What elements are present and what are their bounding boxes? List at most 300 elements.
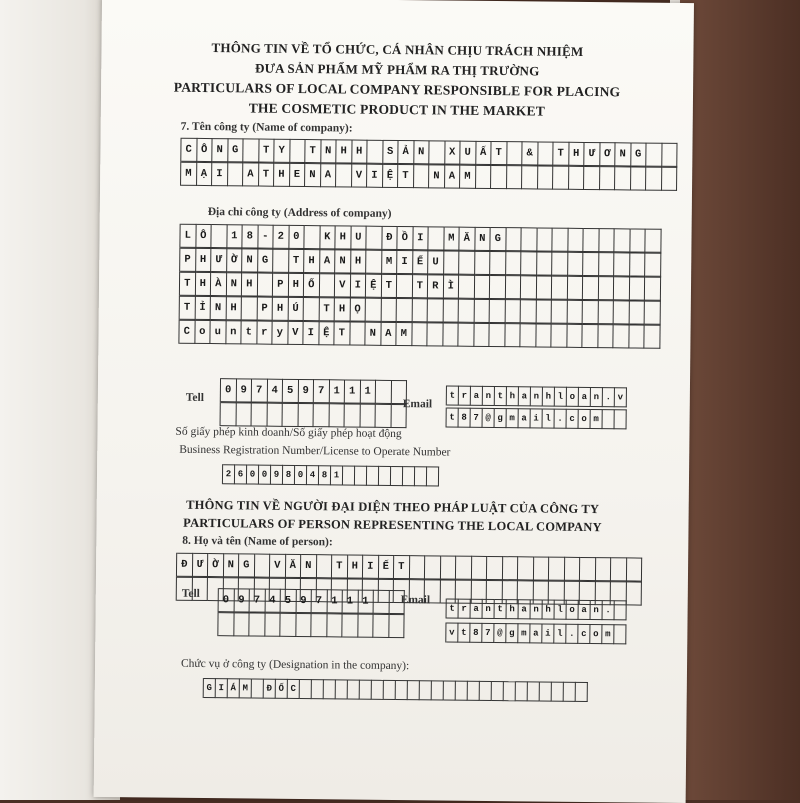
char-box: Ố bbox=[304, 273, 320, 297]
char-box: t bbox=[458, 623, 470, 643]
char-box: o bbox=[567, 600, 579, 620]
char-box bbox=[583, 300, 599, 324]
char-box: a bbox=[519, 408, 531, 428]
company-name-label: 7. Tên công ty (Name of company): bbox=[180, 120, 353, 135]
char-box bbox=[345, 403, 361, 427]
char-box: T bbox=[394, 555, 410, 579]
char-box: 9 bbox=[236, 378, 252, 402]
char-box: H bbox=[335, 297, 351, 321]
license-label-en: Business Registration Number/License to Operate Number bbox=[179, 443, 451, 459]
char-box bbox=[567, 300, 583, 324]
char-box bbox=[662, 143, 678, 167]
char-box bbox=[342, 613, 358, 637]
char-box: N bbox=[211, 296, 227, 320]
char-box: T bbox=[180, 272, 196, 296]
char-box bbox=[502, 556, 518, 580]
char-box: 9 bbox=[234, 588, 250, 612]
char-box: t bbox=[495, 599, 507, 619]
char-box bbox=[549, 557, 565, 581]
char-box: K bbox=[320, 225, 336, 249]
char-box bbox=[474, 299, 490, 323]
char-box bbox=[490, 275, 506, 299]
char-box bbox=[615, 166, 631, 190]
char-box: C bbox=[288, 679, 300, 699]
char-box bbox=[646, 143, 662, 167]
char-box bbox=[584, 166, 600, 190]
char-box: M bbox=[240, 678, 252, 698]
char-box: N bbox=[212, 138, 228, 162]
representative-email-label: Email bbox=[400, 594, 431, 607]
char-box bbox=[536, 323, 552, 347]
char-box: U bbox=[351, 226, 367, 250]
char-box bbox=[336, 163, 352, 187]
char-box: m bbox=[518, 623, 530, 643]
char-box bbox=[376, 380, 392, 404]
char-box bbox=[568, 228, 584, 252]
char-box bbox=[603, 409, 615, 429]
char-box bbox=[629, 276, 645, 300]
char-box bbox=[360, 404, 376, 428]
char-box bbox=[350, 322, 366, 346]
char-box: 4 bbox=[265, 589, 281, 613]
char-box bbox=[267, 403, 283, 427]
header-line-3: PARTICULARS OF LOCAL COMPANY RESPONSIBLE FOR PLACING bbox=[173, 79, 621, 100]
char-box bbox=[662, 167, 678, 191]
char-box bbox=[374, 590, 390, 614]
designation-label: Chức vụ ở công ty (Designation in the company): bbox=[180, 657, 410, 673]
company-email-label: Email bbox=[402, 398, 433, 411]
char-box: I bbox=[367, 164, 383, 188]
char-box: H bbox=[352, 140, 368, 164]
char-box bbox=[599, 252, 615, 276]
char-box: H bbox=[351, 250, 367, 274]
char-box: Đ bbox=[177, 553, 193, 577]
char-box: . bbox=[566, 624, 578, 644]
char-box bbox=[645, 253, 661, 277]
char-box: T bbox=[398, 164, 414, 188]
char-box: t bbox=[241, 320, 257, 344]
char-box bbox=[583, 228, 599, 252]
char-box: N bbox=[226, 272, 242, 296]
char-box bbox=[408, 680, 420, 700]
char-box bbox=[396, 680, 408, 700]
company-tel-grid bbox=[220, 378, 407, 404]
char-box: T bbox=[553, 142, 569, 166]
char-box bbox=[528, 681, 540, 701]
char-box: N bbox=[305, 163, 321, 187]
char-box bbox=[645, 277, 661, 301]
char-box bbox=[551, 324, 567, 348]
char-box: 0 bbox=[221, 378, 237, 402]
char-box bbox=[428, 298, 444, 322]
char-box: 8 bbox=[470, 623, 482, 643]
char-box bbox=[480, 681, 492, 701]
char-box bbox=[568, 252, 584, 276]
char-box: c bbox=[578, 624, 590, 644]
char-box bbox=[257, 273, 273, 297]
char-box bbox=[614, 228, 630, 252]
char-box: V bbox=[270, 554, 286, 578]
char-box bbox=[379, 466, 391, 486]
form-sheet bbox=[94, 0, 694, 803]
char-box: R bbox=[428, 274, 444, 298]
char-box: Ư bbox=[192, 553, 208, 577]
char-box: P bbox=[180, 248, 196, 272]
char-box bbox=[459, 299, 475, 323]
char-box: 2 bbox=[273, 225, 289, 249]
char-box bbox=[567, 324, 583, 348]
char-box bbox=[329, 403, 345, 427]
char-box bbox=[521, 299, 537, 323]
char-box bbox=[540, 682, 552, 702]
char-box bbox=[614, 624, 626, 644]
char-box: h bbox=[543, 600, 555, 620]
char-box: Ă bbox=[459, 227, 475, 251]
char-box bbox=[443, 322, 459, 346]
char-box bbox=[626, 557, 642, 581]
char-box: 1 bbox=[329, 379, 345, 403]
char-box bbox=[521, 251, 537, 275]
char-box bbox=[631, 166, 647, 190]
char-box bbox=[518, 556, 534, 580]
char-box: y bbox=[272, 321, 288, 345]
char-box: A bbox=[321, 163, 337, 187]
char-box: N bbox=[335, 249, 351, 273]
char-box: & bbox=[522, 141, 538, 165]
char-box bbox=[582, 324, 598, 348]
char-box: 5 bbox=[281, 589, 297, 613]
license-number-grid bbox=[222, 464, 439, 486]
char-box bbox=[533, 556, 549, 580]
char-box bbox=[645, 301, 661, 325]
char-box: I bbox=[212, 162, 228, 186]
char-box bbox=[552, 252, 568, 276]
char-box: 7 bbox=[252, 378, 268, 402]
char-box bbox=[298, 403, 314, 427]
char-box bbox=[415, 466, 427, 486]
char-box bbox=[645, 229, 661, 253]
char-box: m bbox=[602, 624, 614, 644]
char-box: H bbox=[288, 273, 304, 297]
char-box: Ả bbox=[398, 140, 414, 164]
char-box: N bbox=[414, 140, 430, 164]
char-box: N bbox=[321, 139, 337, 163]
char-box bbox=[425, 555, 441, 579]
char-box bbox=[507, 141, 523, 165]
char-box: @ bbox=[483, 408, 495, 428]
char-box bbox=[273, 249, 289, 273]
char-box: 7 bbox=[250, 588, 266, 612]
char-box: Ư bbox=[211, 248, 227, 272]
char-box bbox=[458, 323, 474, 347]
char-box: a bbox=[519, 599, 531, 619]
representative-email-row-1 bbox=[446, 599, 627, 621]
char-box: 7 bbox=[471, 408, 483, 428]
char-box: T bbox=[332, 554, 348, 578]
char-box bbox=[459, 275, 475, 299]
char-box bbox=[311, 613, 327, 637]
license-label-vn: Số giấy phép kinh doanh/Số giấy phép hoạt động bbox=[175, 425, 402, 441]
char-box: Á bbox=[228, 678, 240, 698]
char-box: 8 bbox=[319, 465, 331, 485]
char-box: o bbox=[195, 320, 211, 344]
header-line-4: THE COSMETIC PRODUCT IN THE MARKET bbox=[248, 100, 546, 119]
char-box: M bbox=[396, 322, 412, 346]
char-box bbox=[646, 167, 662, 191]
char-box bbox=[614, 252, 630, 276]
char-box bbox=[552, 276, 568, 300]
char-box: T bbox=[180, 296, 196, 320]
char-box: M bbox=[460, 165, 476, 189]
char-box: G bbox=[631, 142, 647, 166]
char-box bbox=[475, 251, 491, 275]
char-box: T bbox=[305, 139, 321, 163]
char-box: I bbox=[397, 250, 413, 274]
char-box: v bbox=[615, 387, 627, 407]
char-box bbox=[629, 324, 645, 348]
char-box: n bbox=[483, 386, 495, 406]
char-box bbox=[598, 276, 614, 300]
char-box: 1 bbox=[360, 380, 376, 404]
char-box bbox=[564, 557, 580, 581]
char-box: Ồ bbox=[397, 226, 413, 250]
designation-grid bbox=[203, 678, 588, 702]
char-box: T bbox=[491, 141, 507, 165]
char-box: P bbox=[257, 297, 273, 321]
char-box bbox=[506, 251, 522, 275]
char-box: @ bbox=[494, 623, 506, 643]
char-box: Ơ bbox=[600, 142, 616, 166]
char-box bbox=[221, 402, 237, 426]
char-box bbox=[236, 402, 252, 426]
char-box: 8 bbox=[459, 408, 471, 428]
char-box: Ỉ bbox=[195, 296, 211, 320]
char-box: t bbox=[447, 408, 459, 428]
company-tel-grid-2 bbox=[220, 402, 407, 428]
char-box: Ô bbox=[197, 138, 213, 162]
char-box: N bbox=[223, 553, 239, 577]
char-box bbox=[471, 556, 487, 580]
char-box bbox=[412, 322, 428, 346]
char-box: n bbox=[591, 600, 603, 620]
char-box bbox=[456, 681, 468, 701]
char-box: Ô bbox=[196, 224, 212, 248]
char-box: 7 bbox=[314, 379, 330, 403]
char-box: 1 bbox=[345, 379, 361, 403]
char-box: 0 bbox=[295, 465, 307, 485]
char-box bbox=[252, 402, 268, 426]
char-box: X bbox=[445, 141, 461, 165]
char-box bbox=[505, 323, 521, 347]
char-box: o bbox=[579, 409, 591, 429]
char-box bbox=[491, 165, 507, 189]
representative-tel-grid-2 bbox=[217, 612, 404, 638]
char-box: N bbox=[301, 554, 317, 578]
char-box: V bbox=[288, 321, 304, 345]
char-box: M bbox=[382, 250, 398, 274]
char-box bbox=[598, 300, 614, 324]
char-box bbox=[391, 466, 403, 486]
char-box bbox=[630, 252, 646, 276]
char-box: Y bbox=[274, 139, 290, 163]
char-box bbox=[242, 296, 258, 320]
address-row-5 bbox=[178, 320, 660, 349]
char-box bbox=[234, 612, 250, 636]
char-box: o bbox=[590, 624, 602, 644]
char-box: . bbox=[603, 387, 615, 407]
char-box: V bbox=[335, 273, 351, 297]
company-email-row-1 bbox=[446, 386, 627, 408]
char-box bbox=[564, 682, 576, 702]
char-box: H bbox=[304, 249, 320, 273]
char-box bbox=[211, 224, 227, 248]
char-box: 9 bbox=[298, 379, 314, 403]
char-box: 9 bbox=[296, 589, 312, 613]
char-box bbox=[254, 554, 270, 578]
char-box bbox=[644, 325, 660, 349]
char-box bbox=[324, 679, 336, 699]
char-box: A bbox=[243, 162, 259, 186]
char-box bbox=[490, 251, 506, 275]
char-box bbox=[553, 166, 569, 190]
char-box: h bbox=[507, 599, 519, 619]
char-box bbox=[348, 680, 360, 700]
char-box: a bbox=[579, 600, 591, 620]
char-box: 4 bbox=[267, 379, 283, 403]
char-box bbox=[492, 681, 504, 701]
char-box: n bbox=[531, 386, 543, 406]
char-box: G bbox=[239, 553, 255, 577]
char-box: I bbox=[350, 274, 366, 298]
char-box bbox=[443, 298, 459, 322]
char-box bbox=[474, 275, 490, 299]
char-box: 1 bbox=[327, 589, 343, 613]
char-box: N bbox=[615, 142, 631, 166]
char-box bbox=[459, 251, 475, 275]
desk-background-right bbox=[680, 0, 800, 800]
char-box bbox=[520, 323, 536, 347]
char-box bbox=[397, 274, 413, 298]
char-box: T bbox=[259, 139, 275, 163]
char-box: 0 bbox=[219, 588, 235, 612]
char-box bbox=[432, 680, 444, 700]
char-box bbox=[384, 680, 396, 700]
char-box bbox=[429, 140, 445, 164]
char-box: 1 bbox=[358, 590, 374, 614]
char-box bbox=[373, 614, 389, 638]
char-box bbox=[312, 679, 324, 699]
char-box: M bbox=[181, 162, 197, 186]
representative-email-row-2 bbox=[445, 623, 626, 645]
char-box bbox=[583, 276, 599, 300]
char-box: H bbox=[273, 297, 289, 321]
char-box bbox=[327, 613, 343, 637]
char-box: E bbox=[290, 163, 306, 187]
char-box: 6 bbox=[235, 464, 247, 484]
char-box: 1 bbox=[227, 224, 243, 248]
char-box bbox=[304, 297, 320, 321]
char-box: 9 bbox=[271, 465, 283, 485]
representative-header-en: PARTICULARS OF PERSON REPRESENTING THE LOCAL COMPANY bbox=[183, 515, 602, 535]
char-box bbox=[505, 299, 521, 323]
representative-header-vn: THÔNG TIN VỀ NGƯỜI ĐẠI DIỆN THEO PHÁP LUẬT CỦA CÔNG TY bbox=[186, 497, 600, 517]
char-box: G bbox=[490, 227, 506, 251]
char-box: a bbox=[519, 386, 531, 406]
char-box bbox=[567, 276, 583, 300]
char-box bbox=[552, 228, 568, 252]
char-box bbox=[580, 557, 596, 581]
char-box bbox=[576, 682, 588, 702]
char-box bbox=[300, 679, 312, 699]
char-box bbox=[626, 581, 642, 605]
char-box bbox=[409, 555, 425, 579]
char-box bbox=[537, 227, 553, 251]
char-box: a bbox=[530, 623, 542, 643]
company-tel-label: Tell bbox=[185, 391, 204, 404]
char-box: Ờ bbox=[227, 248, 243, 272]
char-box bbox=[598, 324, 614, 348]
char-box: L bbox=[180, 224, 196, 248]
char-box bbox=[487, 556, 503, 580]
company-email-row-2 bbox=[446, 408, 627, 430]
char-box: l bbox=[554, 624, 566, 644]
char-box bbox=[397, 298, 413, 322]
char-box bbox=[614, 300, 630, 324]
char-box: 0 bbox=[259, 465, 271, 485]
char-box bbox=[506, 227, 522, 251]
char-box: Ế bbox=[413, 250, 429, 274]
char-box: h bbox=[543, 387, 555, 407]
char-box: T bbox=[334, 321, 350, 345]
char-box bbox=[569, 166, 585, 190]
char-box: T bbox=[319, 297, 335, 321]
char-box: 1 bbox=[331, 465, 343, 485]
char-box: v bbox=[446, 623, 458, 643]
char-box bbox=[290, 139, 306, 163]
char-box: g bbox=[495, 408, 507, 428]
char-box bbox=[456, 556, 472, 580]
char-box bbox=[474, 323, 490, 347]
char-box: r bbox=[459, 599, 471, 619]
char-box bbox=[360, 680, 372, 700]
char-box bbox=[614, 276, 630, 300]
char-box bbox=[366, 298, 382, 322]
char-box bbox=[252, 679, 264, 699]
char-box bbox=[218, 612, 234, 636]
char-box bbox=[490, 299, 506, 323]
char-box bbox=[552, 300, 568, 324]
char-box: N bbox=[365, 322, 381, 346]
char-box: 5 bbox=[283, 379, 299, 403]
header-line-1: THÔNG TIN VỀ TỔ CHỨC, CÁ NHÂN CHỊU TRÁCH NHIỆM bbox=[211, 40, 584, 59]
char-box: l bbox=[555, 387, 567, 407]
char-box bbox=[280, 613, 296, 637]
char-box: T bbox=[259, 163, 275, 187]
char-box: H bbox=[242, 272, 258, 296]
char-box: l bbox=[543, 409, 555, 429]
char-box bbox=[304, 225, 320, 249]
char-box bbox=[366, 250, 382, 274]
char-box bbox=[522, 165, 538, 189]
char-box: I bbox=[303, 321, 319, 345]
char-box: 8 bbox=[283, 465, 295, 485]
char-box bbox=[355, 466, 367, 486]
char-box bbox=[476, 165, 492, 189]
char-box: 8 bbox=[242, 224, 258, 248]
char-box: H bbox=[569, 142, 585, 166]
char-box bbox=[516, 681, 528, 701]
char-box bbox=[414, 164, 430, 188]
